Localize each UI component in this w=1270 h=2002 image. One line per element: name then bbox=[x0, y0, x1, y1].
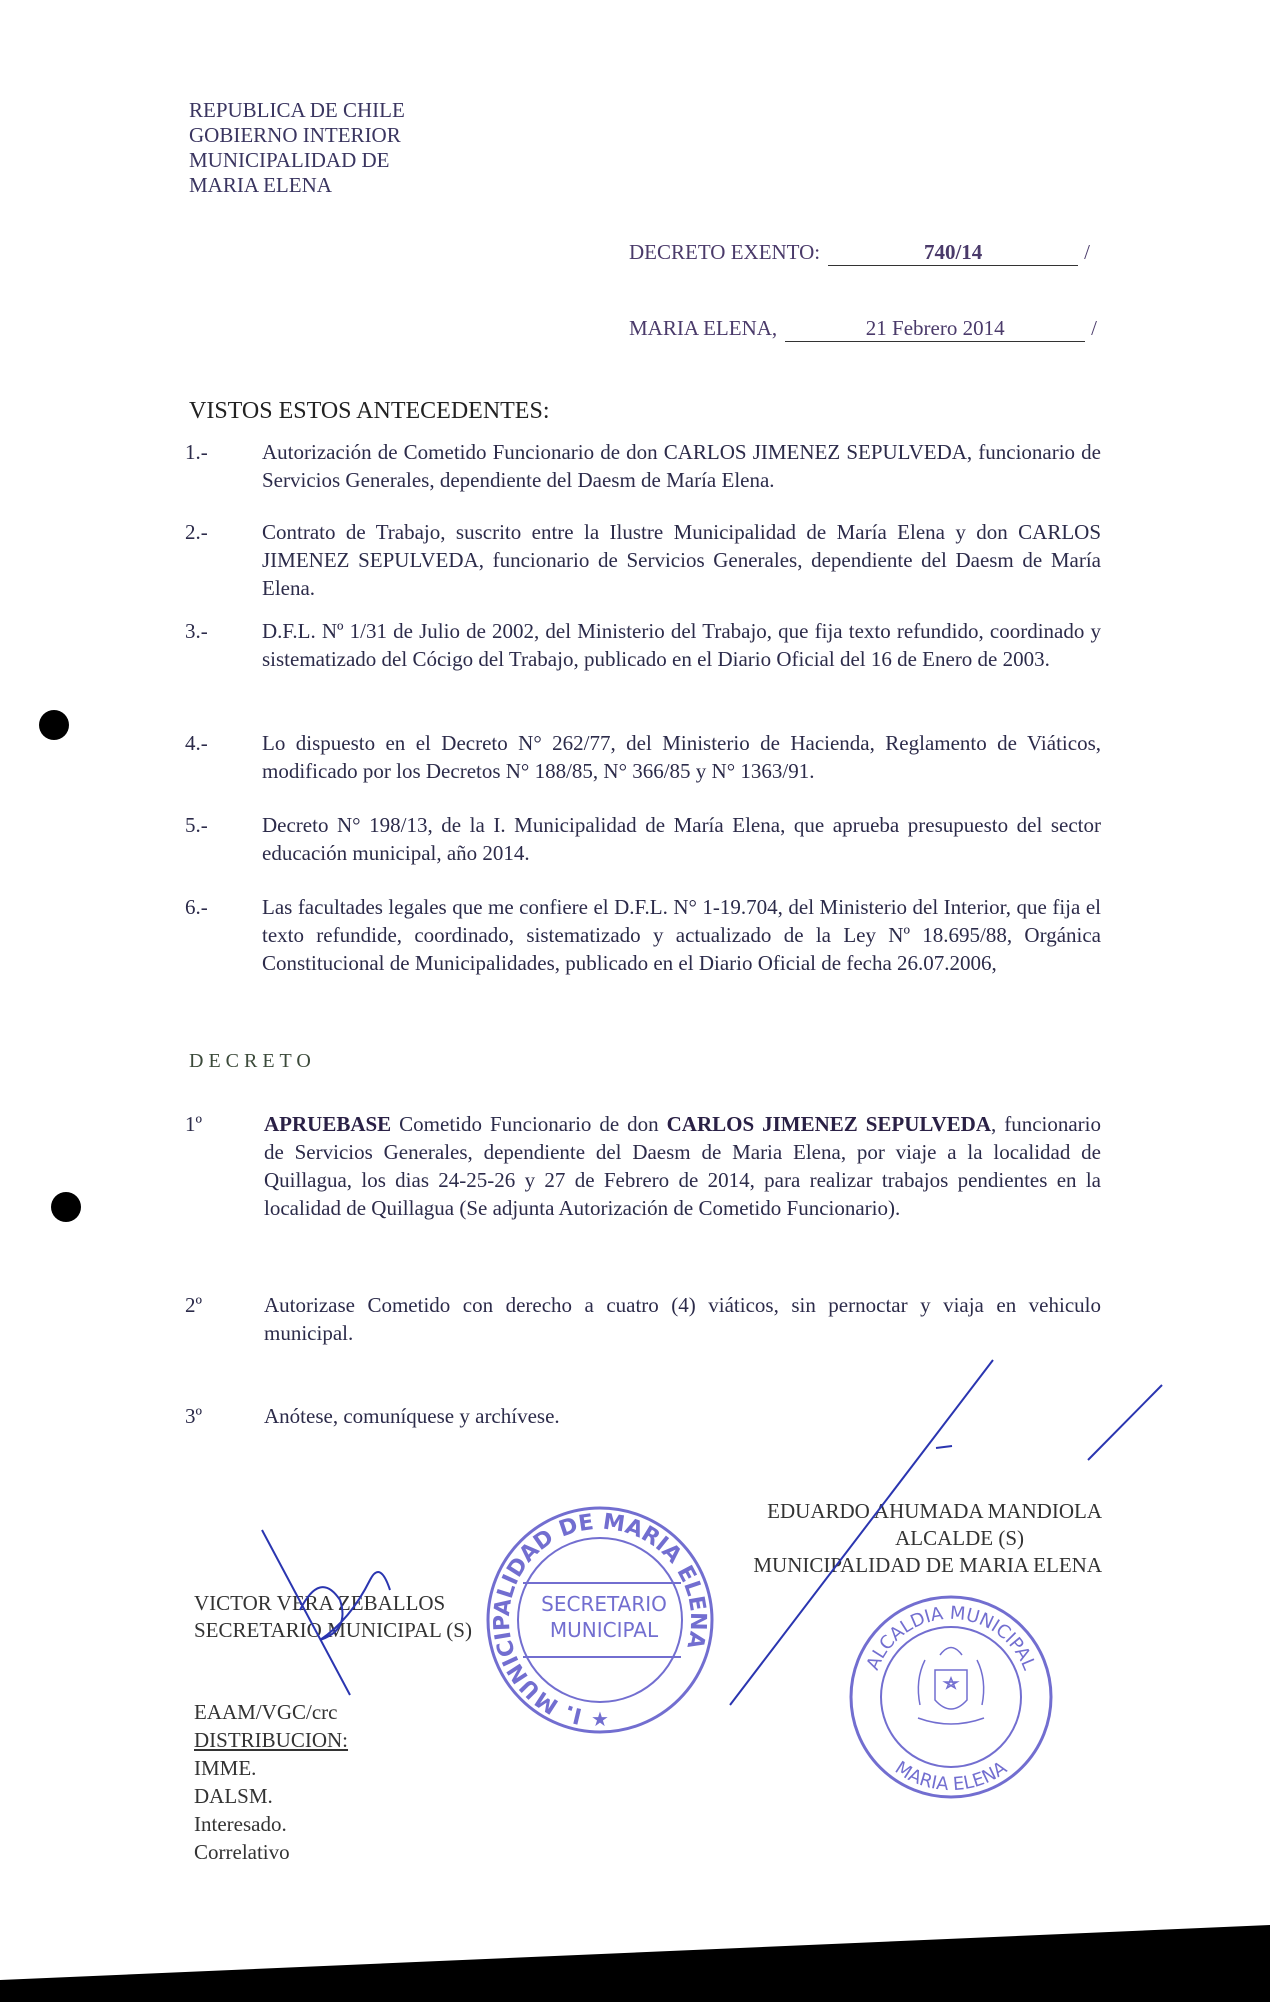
item-text: Contrato de Trabajo, suscrito entre la Ilustre Municipalidad de María Elena y don CARLOS JIMENEZ SEPULVEDA, funcionario de Servicios Generales, dependiente del Daesm de María Elena. bbox=[262, 520, 1101, 600]
mayor-stamp bbox=[851, 1597, 1051, 1797]
distribution-item: DALSM. bbox=[194, 1784, 273, 1808]
item-text: Autorización de Cometido Funcionario de don CARLOS JIMENEZ SEPULVEDA, funcionario de Servicios Generales, dependiente del Daesm de María Elena. bbox=[262, 440, 1101, 492]
mayor-entity: MUNICIPALIDAD DE MARIA ELENA bbox=[753, 1553, 1102, 1577]
item-number: 6.- bbox=[185, 895, 208, 919]
stamp-ring-bottom: MARIA ELENA bbox=[891, 1757, 1011, 1796]
mayor-title: ALCALDE (S) bbox=[895, 1526, 1024, 1550]
decree-number-label: DECRETO EXENTO: bbox=[629, 240, 821, 264]
item-text: Lo dispuesto en el Decreto N° 262/77, del Ministerio de Hacienda, Reglamento de Viáticos, modificado por los Decretos N° 188/85, N° 366/85 y N° 1363/91. bbox=[262, 731, 1101, 783]
item-number: 2.- bbox=[185, 520, 208, 544]
stamp-ring-text: I. MUNICIPALIDAD DE MARIA ELENA bbox=[489, 1509, 711, 1728]
initials: EAAM/VGC/crc bbox=[194, 1700, 338, 1724]
mayor-name: EDUARDO AHUMADA MANDIOLA bbox=[767, 1499, 1102, 1523]
item-number: 4.- bbox=[185, 731, 208, 755]
bold-lead: APRUEBASE bbox=[264, 1112, 392, 1136]
header-line: GOBIERNO INTERIOR bbox=[189, 123, 401, 147]
slash: / bbox=[1091, 316, 1098, 340]
distribution-item: Interesado. bbox=[194, 1812, 287, 1836]
stamp-center-1: SECRETARIO bbox=[541, 1592, 667, 1616]
stamp-center-2: MUNICIPAL bbox=[549, 1618, 659, 1642]
date-value: 21 Febrero 2014 bbox=[785, 316, 1085, 342]
item-number: 2º bbox=[185, 1293, 203, 1317]
distribution-block bbox=[194, 1698, 348, 1866]
item-number: 3.- bbox=[185, 619, 208, 643]
distribution-item: Correlativo bbox=[194, 1840, 290, 1864]
coat-of-arms-icon bbox=[918, 1648, 984, 1725]
header-line: MUNICIPALIDAD DE bbox=[189, 148, 390, 172]
item-text: Decreto N° 198/13, de la I. Municipalidad de María Elena, que aprueba presupuesto del sector educación municipal, año 2014. bbox=[262, 813, 1101, 865]
item-number: 1º bbox=[185, 1112, 203, 1136]
item-text: Las facultades legales que me confiere el D.F.L. N° 1-19.704, del Ministerio del Interior, que fija el texto refundide, coordinado, sistematizado y actualizado de la Ley Nº 18.695/88, Orgánica Constitucional de Municipalidades, publicado en el Diario Oficial de fecha 26.07.2006, bbox=[262, 895, 1101, 975]
vistos-heading: VISTOS ESTOS ANTECEDENTES: bbox=[189, 398, 550, 424]
decree-number-value: 740/14 bbox=[828, 240, 1078, 266]
item-text: Autorizase Cometido con derecho a cuatro (4) viáticos, sin pernoctar y viaja en vehiculo municipal. bbox=[264, 1293, 1101, 1345]
item-text: Anótese, comuníquese y archívese. bbox=[264, 1404, 560, 1428]
secretary-title: SECRETARIO MUNICIPAL (S) bbox=[194, 1618, 472, 1642]
item-number: 5.- bbox=[185, 813, 208, 837]
item-number: 1.- bbox=[185, 440, 208, 464]
text-part: , funcionario de Servicios Generales, dependiente del Daesm de Maria Elena, por viaje a la localidad de Quillagua, los dias 24-25-26 y 27 de Febrero de 2014, para realizar trabajos pendientes en la localidad de Quillagua (Se adjunta Autorización de Cometido Funcionario). bbox=[264, 1112, 1102, 1220]
star-icon: ★ bbox=[591, 1709, 609, 1731]
header-line: REPUBLICA DE CHILE bbox=[189, 98, 405, 122]
stamp-ring-top: ALCALDIA MUNICIPAL bbox=[862, 1602, 1040, 1674]
bold-name: CARLOS JIMENEZ SEPULVEDA bbox=[666, 1112, 991, 1136]
header-line: MARIA ELENA bbox=[189, 173, 332, 197]
scan-edge-shadow bbox=[0, 1900, 1270, 2002]
place-label: MARIA ELENA, bbox=[629, 316, 778, 340]
distribution-item: IMME. bbox=[194, 1756, 257, 1780]
item-number: 3º bbox=[185, 1404, 203, 1428]
decreto-heading: DECRETO bbox=[189, 1050, 316, 1072]
distribution-title: DISTRIBUCION: bbox=[194, 1728, 349, 1752]
slash: / bbox=[1084, 240, 1090, 264]
secretary-name: VICTOR VERA ZEBALLOS bbox=[194, 1591, 446, 1615]
text-part: Cometido Funcionario de don bbox=[391, 1112, 667, 1136]
secretary-stamp bbox=[488, 1508, 712, 1732]
item-text: D.F.L. Nº 1/31 de Julio de 2002, del Ministerio del Trabajo, que fija texto refundido, coordinado y sistematizado del Cócigo del Trabajo, publicado en el Diario Oficial del 16 de Enero de 2003. bbox=[262, 619, 1101, 671]
